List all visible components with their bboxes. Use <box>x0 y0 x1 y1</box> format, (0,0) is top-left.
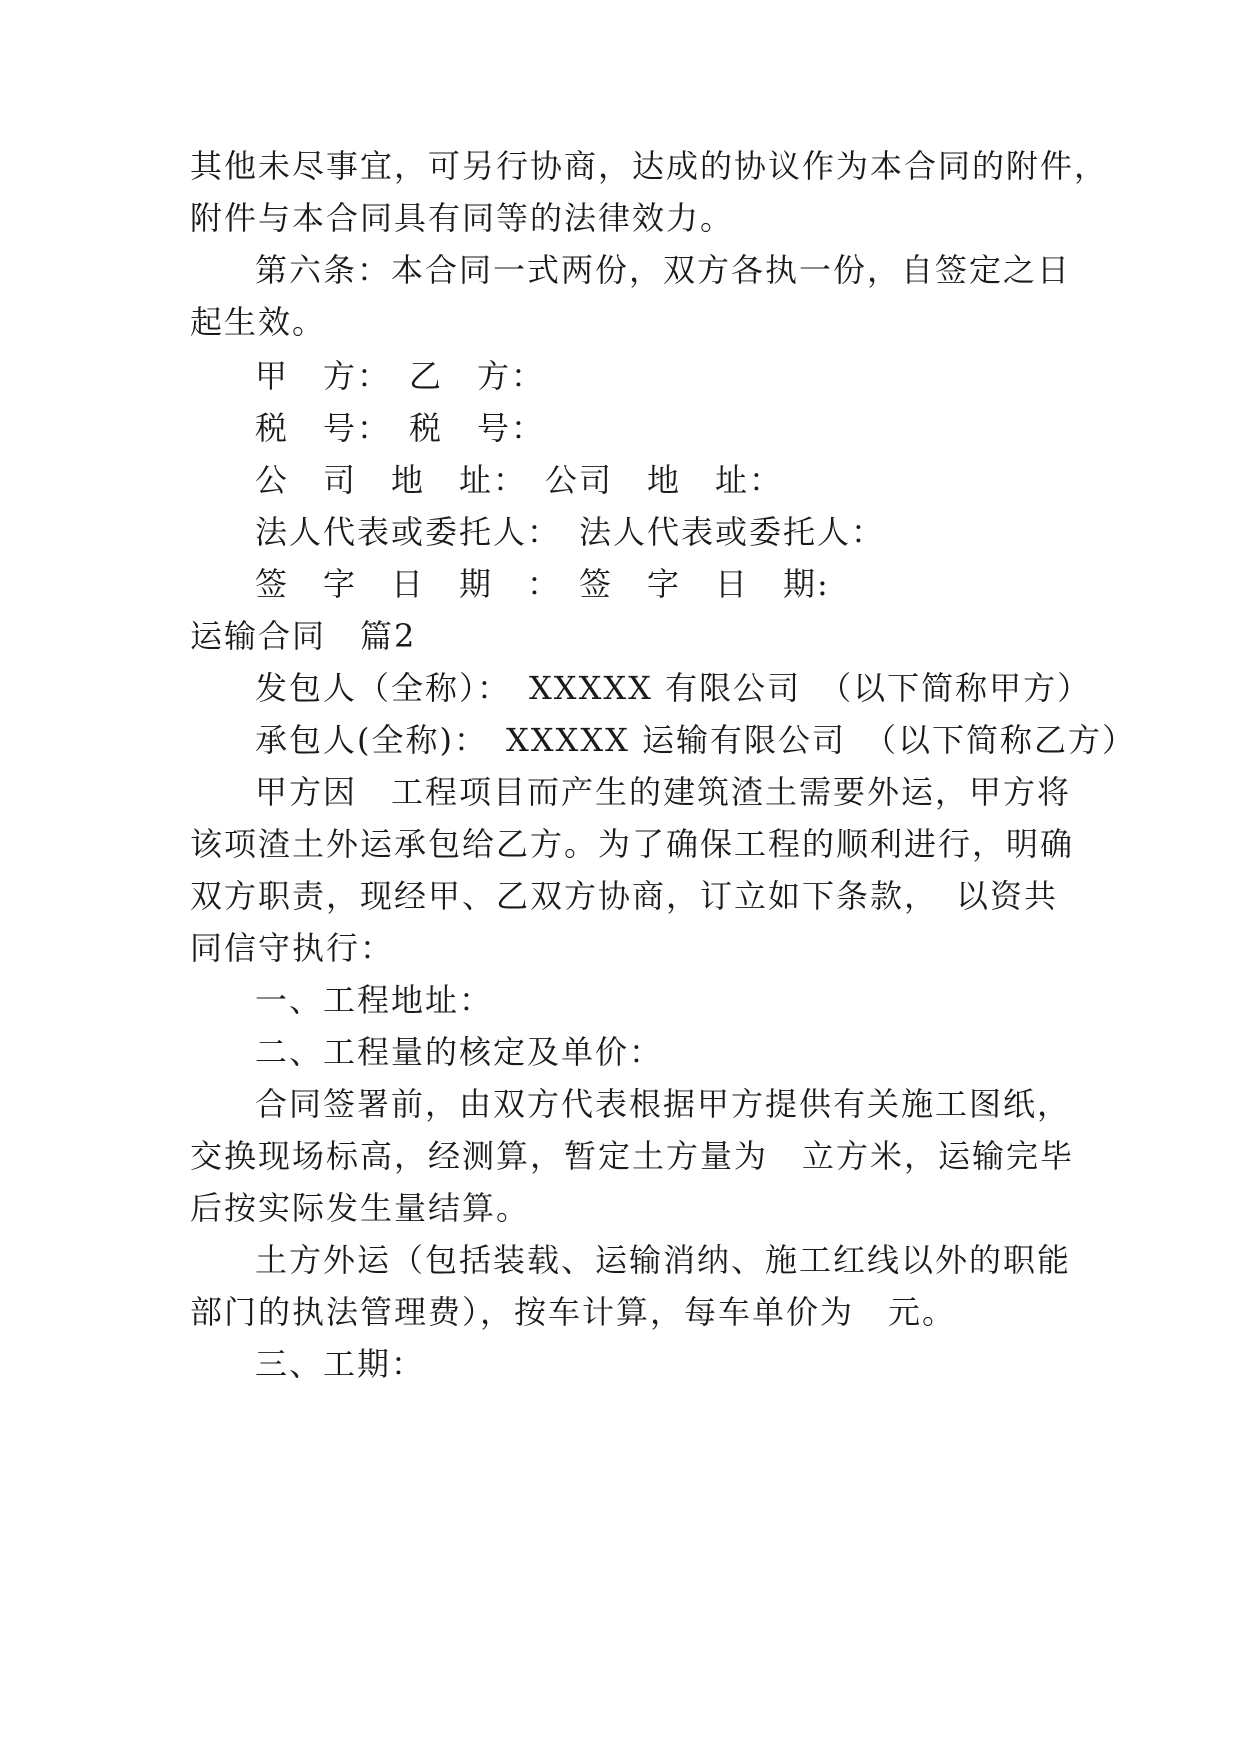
clause-heading: 三、工期： <box>255 1345 426 1383</box>
paragraph-line: 发包人（全称）： XXXXX 有限公司 （以下简称甲方） <box>255 669 1092 707</box>
section-heading: 运输合同 篇2 <box>190 617 417 655</box>
paragraph-line: 第六条：本合同一式两份，双方各执一份，自签定之日 <box>255 251 1072 289</box>
paragraph-line: 部门的执法管理费），按车计算，每车单价为 元。 <box>190 1293 957 1331</box>
paragraph-line: 双方职责，现经甲、乙双方协商，订立如下条款， 以资共 <box>190 877 1059 915</box>
paragraph-line: 承包人(全称)： XXXXX 运输有限公司 （以下简称乙方） <box>255 721 1137 759</box>
paragraph-line: 交换现场标高，经测算，暂定土方量为 立方米，运输完毕 <box>190 1137 1075 1175</box>
paragraph-line: 合同签署前，由双方代表根据甲方提供有关施工图纸， <box>255 1085 1072 1123</box>
signature-date-line: 签 字 日 期 ： 签 字 日 期: <box>255 565 830 603</box>
signature-representative-line: 法人代表或委托人： 法人代表或委托人： <box>255 513 886 551</box>
paragraph-line: 后按实际发生量结算。 <box>190 1189 531 1227</box>
signature-tax-id-line: 税 号： 税 号： <box>255 409 546 447</box>
paragraph-line: 附件与本合同具有同等的法律效力。 <box>190 199 735 237</box>
paragraph-line: 甲方因 工程项目而产生的建筑渣土需要外运，甲方将 <box>255 773 1072 811</box>
paragraph-line: 其他未尽事宜，可另行协商，达成的协议作为本合同的附件， <box>190 147 1109 185</box>
signature-address-line: 公 司 地 址： 公司 地 址： <box>255 461 784 499</box>
paragraph-line: 起生效。 <box>190 303 327 341</box>
paragraph-line: 同信守执行： <box>190 929 395 967</box>
paragraph-line: 土方外运（包括装载、运输消纳、施工红线以外的职能 <box>255 1241 1072 1279</box>
paragraph-line: 该项渣土外运承包给乙方。为了确保工程的顺利进行，明确 <box>190 825 1075 863</box>
clause-heading: 二、工程量的核定及单价： <box>255 1033 664 1071</box>
clause-heading: 一、工程地址： <box>255 981 494 1019</box>
signature-party-line: 甲 方： 乙 方： <box>255 357 546 395</box>
